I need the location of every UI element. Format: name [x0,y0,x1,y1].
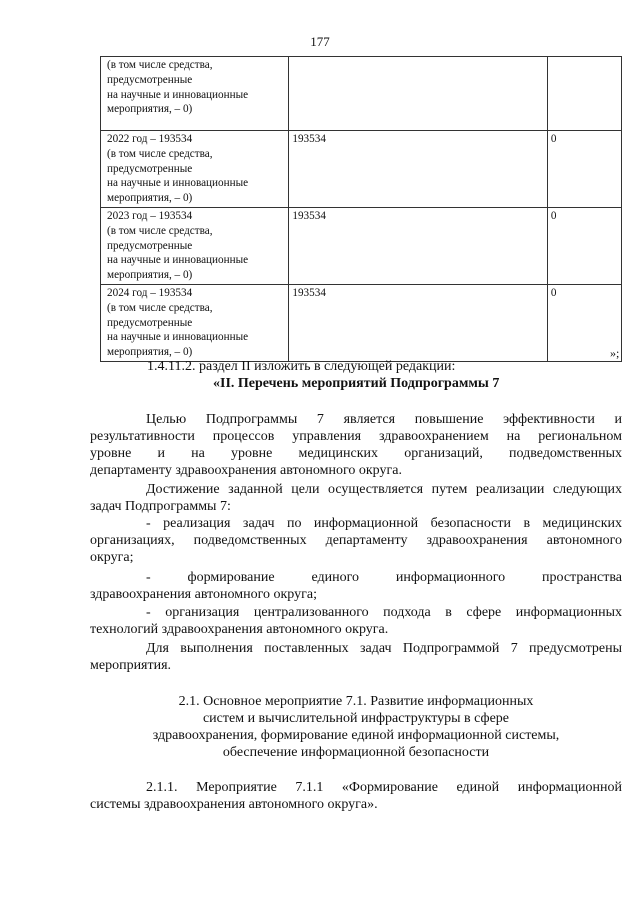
row-label: 2022 год – 193534 (в том числе средства, предусмотренные на научные и инновационные мероприятия, – 0) [101,131,289,208]
paragraph-measures: Для выполнения поставленных задач Подпрограммой 7 предусмотрены мероприятия. [90,641,622,673]
row-label: 2024 год – 193534 (в том числе средства, предусмотренные на научные и инновационные мероприятия, – 0) [101,284,289,361]
row-value: 193534 [289,131,547,208]
bullet-centralized: - организация централизованного подхода в сфере информационных технологий здравоохранения автономного округа. [90,605,622,637]
table-row [101,284,622,361]
row-label: 2023 год – 193534 (в том числе средства, предусмотренные на научные и инновационные мероприятия, – 0) [101,207,289,284]
table-row [101,57,622,131]
row-extra: 0 [547,284,621,361]
paragraph-goal: Целью Подпрограммы 7 является повышение эффективности и результативности процессов управления здравоохранением на региональном уровне и на уровне медицинских организаций, подведомственных департаменту здравоохранения автономного округа. [90,412,622,478]
subsection-heading: 2.1. Основное мероприятие 7.1. Развитие информационных систем и вычислительной инфраструктуры в сфере здравоохранения, формирование единой информационной системы, обеспечение информационной безопасности [152,694,560,760]
row-value [289,57,547,131]
closing-quote: »; [610,346,620,360]
page-number: 177 [310,34,330,49]
row-value: 193534 [289,284,547,361]
paragraph-tasks-intro: Достижение заданной цели осуществляется путем реализации следующих задач Подпрограммы 7: [90,482,622,514]
table-row [101,207,622,284]
row-label: (в том числе средства, предусмотренные на научные и инновационные мероприятия, – 0) [101,57,289,131]
budget-table [100,56,622,362]
measure-paragraph: 2.1.1. Мероприятие 7.1.1 «Формирование единой информационной системы здравоохранения автономного округа». [90,780,622,812]
amendment-line: 1.4.11.2. раздел II изложить в следующей редакции: [147,359,456,374]
row-extra: 0 [547,131,621,208]
table-row [101,131,622,208]
row-value: 193534 [289,207,547,284]
row-extra: 0 [547,207,621,284]
bullet-security: - реализация задач по информационной безопасности в медицинских организациях, подведомственных департаменту здравоохранения автономного округа; [90,516,622,565]
section-heading: «II. Перечень мероприятий Подпрограммы 7 [213,376,500,391]
bullet-info-space: - формирование единого информационного пространства здравоохранения автономного округа; [90,570,622,602]
row-extra [547,57,621,131]
